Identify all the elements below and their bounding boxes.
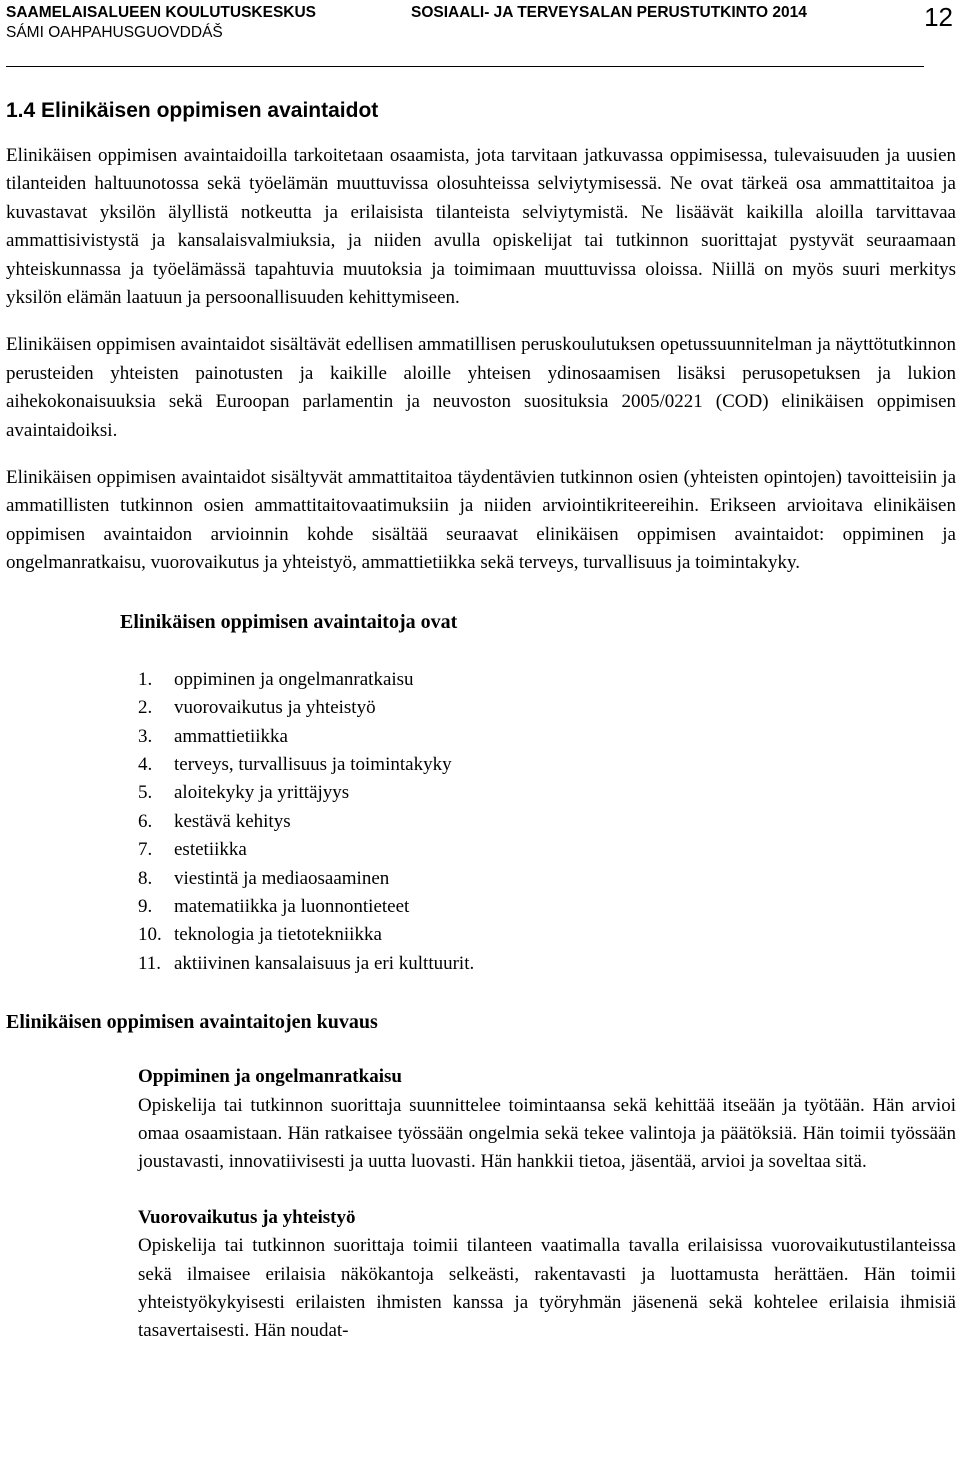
list-item-text: kestävä kehitys (174, 810, 291, 832)
list-item (138, 779, 956, 807)
page-content (6, 96, 956, 1346)
skill-description-text: Opiskelija tai tutkinnon suorittaja toimii tilanteen vaatimalla tavalla erilaisissa vuorovaikutustilanteissa sekä ilmaisee erilaisia näkökantoja selkeästi, rakentavasti ja luottamusta herättäen. Hän toimii yhteistyökykyisesti erilaisten ihmisten kanssa ja työryhmän jäsenenä sekä kohtelee erilaisia ihmisiä tasavertaisesti. Hän noudat- (138, 1235, 956, 1342)
list-item (138, 893, 956, 921)
section-title: 1.4 Elinikäisen oppimisen avaintaidot (6, 99, 379, 122)
organization-name-finnish: SAAMELAISALUEEN KOULUTUSKESKUS (6, 4, 317, 21)
body-paragraph: Elinikäisen oppimisen avaintaidot sisältyvät ammattitaitoa täydentävien tutkinnon osien (yhteisten opintojen) tavoitteisiin ja ammatillisten tutkinnon osien ammattitaitovaatimuksiin ja niiden arviointikriteereihin. Erikseen arvioitava elinikäisen oppimisen avaintaidon arvioinnin kohde sisältää seuraavat elinikäisen oppimisen avaintaidot: oppiminen ja ongelmanratkaisu, vuorovaikutus ja yhteistyö, ammattietiikka sekä terveys, turvallisuus ja toimintakyky. (6, 467, 956, 574)
list-item-number: 10. (138, 924, 162, 946)
skills-list (6, 666, 956, 978)
list-item-text: aktiivinen kansalaisuus ja eri kulttuurit. (174, 952, 475, 974)
list-item-number: 7. (138, 839, 153, 861)
list-item (138, 921, 956, 949)
list-item-number: 4. (138, 753, 153, 775)
skill-description (138, 1063, 956, 1177)
header-divider (6, 66, 924, 67)
list-item-text: vuorovaikutus ja yhteistyö (174, 697, 376, 719)
skill-description (138, 1204, 956, 1346)
body-paragraph: Elinikäisen oppimisen avaintaidoilla tarkoitetaan osaamista, jota tarvitaan jatkuvassa oppimisessa, tulevaisuuden ja uusien tilanteiden haltuunotossa sekä työelämän muuttuvissa olosuhteissa selviytymisessä. Ne ovat tärkeä osa ammattitaitoa ja kuvastavat yksilön älyllistä notkeutta ja erilaisista tilanteista selviytymistä. Ne lisäävät kaikilla aloilla tarvittavaa ammattisivistystä ja kansalaisvalmiuksia, ja niiden avulla opiskelijat tai tutkinnon suorittajat pystyvät seuraamaan yhteiskunnassa ja työelämässä tapahtuvia muutoksia ja toimimaan muuttuvissa oloissa. Niillä on myös suuri merkitys yksilön elämän laatuun ja persoonallisuuden kehittymiseen. (6, 145, 956, 309)
descriptions-title: Elinikäisen oppimisen avaintaitojen kuvaus (6, 1011, 378, 1034)
list-item-text: aloitekyky ja yrittäjyys (174, 782, 350, 804)
list-item (138, 666, 956, 694)
skill-description-heading: Oppiminen ja ongelmanratkaisu (138, 1066, 402, 1088)
list-item (138, 836, 956, 864)
skill-description-text: Opiskelija tai tutkinnon suorittaja suunnittelee toimintaansa sekä kehittää itseään ja työtään. Hän arvioi omaa osaamistaan. Hän ratkaisee työssään ongelmia sekä tekee valintoja ja päätöksiä. Hän toimii työssään joustavasti, innovatiivisesti ja uutta luovasti. Hän hankkii tietoa, jäsentää, arvioi ja soveltaa sitä. (138, 1094, 956, 1173)
list-item (138, 751, 956, 779)
list-item (138, 865, 956, 893)
list-item-text: oppiminen ja ongelmanratkaisu (174, 668, 414, 690)
list-item-number: 2. (138, 697, 153, 719)
list-item-number: 9. (138, 895, 153, 917)
list-item (138, 808, 956, 836)
page-number: 12 (924, 2, 953, 32)
list-item-text: estetiikka (174, 839, 247, 861)
page-header (6, 0, 956, 60)
skill-description-heading: Vuorovaikutus ja yhteistyö (138, 1206, 356, 1228)
list-item-text: matematiikka ja luonnontieteet (174, 895, 410, 917)
list-item (138, 723, 956, 751)
list-item-number: 1. (138, 668, 153, 690)
list-item (138, 694, 956, 722)
list-item-number: 6. (138, 810, 153, 832)
list-item-text: ammattietiikka (174, 725, 288, 747)
list-item-number: 3. (138, 725, 153, 747)
body-paragraph: Elinikäisen oppimisen avaintaidot sisältävät edellisen ammatillisen peruskoulutuksen opetussuunnitelman ja näyttötutkinnon perusteiden yhteisten painotusten ja kaikille aloille yhteisen ydinosaamisen lisäksi perusopetuksen ja lukion aihekokonaisuuksia sekä Euroopan parlamentin ja neuvoston suosituksia 2005/0221 (COD) elinikäisen oppimisen avaintaidoiksi. (6, 334, 956, 441)
organization-name (6, 3, 316, 43)
organization-name-sami: SÁMI OAHPAHUSGUOVDDÁŠ (6, 24, 223, 41)
list-item-number: 8. (138, 867, 153, 889)
list-item-number: 11. (138, 952, 162, 974)
list-item-text: viestintä ja mediaosaaminen (174, 867, 390, 889)
list-item-number: 5. (138, 782, 153, 804)
document-title: SOSIAALI- JA TERVEYSALAN PERUSTUTKINTO 2014 (411, 4, 807, 21)
list-item (138, 950, 956, 978)
list-item-text: terveys, turvallisuus ja toimintakyky (174, 753, 452, 775)
list-item-text: teknologia ja tietotekniikka (174, 924, 382, 946)
skills-list-title: Elinikäisen oppimisen avaintaitoja ovat (120, 610, 458, 633)
